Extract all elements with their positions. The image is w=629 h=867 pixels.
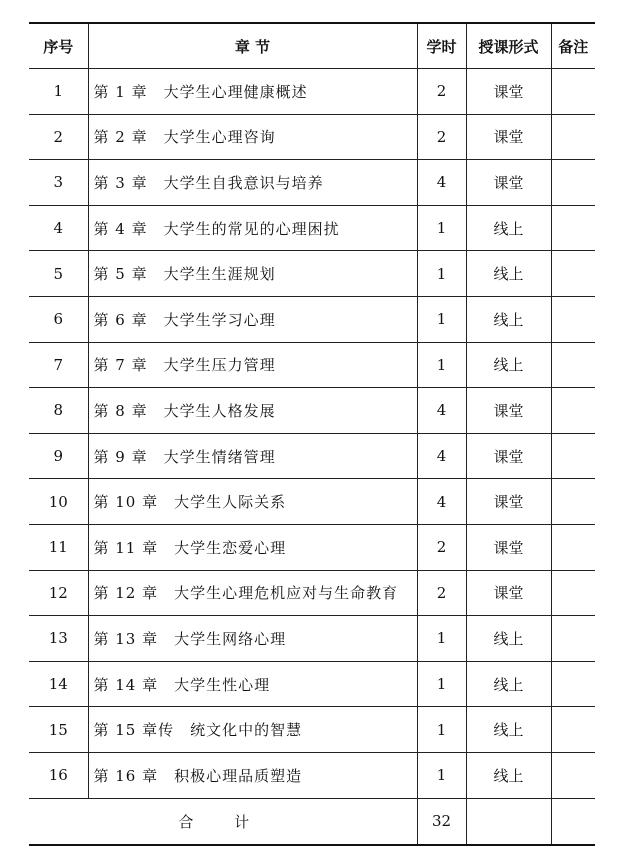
chapter-cell: 第 8 章 大学生人格发展 — [88, 388, 417, 434]
table-row — [29, 296, 595, 342]
table-row — [29, 69, 595, 115]
format-cell: 线上 — [466, 661, 551, 707]
note-cell — [551, 661, 595, 707]
table-row — [29, 661, 595, 707]
table-row — [29, 388, 595, 434]
note-cell — [551, 114, 595, 160]
note-cell — [551, 342, 595, 388]
chapter-cell: 第 10 章 大学生人际关系 — [88, 479, 417, 525]
note-cell — [551, 524, 595, 570]
note-cell — [551, 752, 595, 798]
header-note: 备注 — [551, 23, 595, 69]
table-body — [29, 69, 595, 799]
hours-cell: 1 — [417, 616, 466, 662]
total-note — [551, 798, 595, 845]
hours-cell: 4 — [417, 479, 466, 525]
table-row — [29, 524, 595, 570]
hours-cell: 2 — [417, 69, 466, 115]
note-cell — [551, 388, 595, 434]
total-hours: 32 — [417, 798, 466, 845]
table-row — [29, 570, 595, 616]
chapter-cell: 第 16 章 积极心理品质塑造 — [88, 752, 417, 798]
hours-cell: 1 — [417, 342, 466, 388]
row-number-cell: 7 — [29, 342, 88, 388]
format-cell: 课堂 — [466, 114, 551, 160]
hours-cell: 2 — [417, 114, 466, 160]
format-cell: 课堂 — [466, 388, 551, 434]
format-cell: 线上 — [466, 616, 551, 662]
hours-cell: 2 — [417, 570, 466, 616]
table-header-row — [29, 23, 595, 69]
row-number-cell: 14 — [29, 661, 88, 707]
note-cell — [551, 160, 595, 206]
row-number-cell: 8 — [29, 388, 88, 434]
note-cell — [551, 205, 595, 251]
row-number-cell: 4 — [29, 205, 88, 251]
note-cell — [551, 570, 595, 616]
row-number-cell: 11 — [29, 524, 88, 570]
chapter-cell: 第 1 章 大学生心理健康概述 — [88, 69, 417, 115]
total-label: 合 计 — [29, 798, 417, 845]
table-row — [29, 205, 595, 251]
chapter-cell: 第 7 章 大学生压力管理 — [88, 342, 417, 388]
format-cell: 课堂 — [466, 433, 551, 479]
chapter-cell: 第 15 章传 统文化中的智慧 — [88, 707, 417, 753]
row-number-cell: 10 — [29, 479, 88, 525]
row-number-cell: 1 — [29, 69, 88, 115]
row-number-cell: 6 — [29, 296, 88, 342]
note-cell — [551, 251, 595, 297]
row-number-cell: 13 — [29, 616, 88, 662]
row-number-cell: 9 — [29, 433, 88, 479]
chapter-cell: 第 6 章 大学生学习心理 — [88, 296, 417, 342]
header-format: 授课形式 — [466, 23, 551, 69]
table-row — [29, 752, 595, 798]
hours-cell: 1 — [417, 752, 466, 798]
format-cell: 线上 — [466, 342, 551, 388]
hours-cell: 4 — [417, 388, 466, 434]
total-format — [466, 798, 551, 845]
table-row — [29, 160, 595, 206]
row-number-cell: 15 — [29, 707, 88, 753]
header-hours: 学时 — [417, 23, 466, 69]
format-cell: 线上 — [466, 707, 551, 753]
format-cell: 课堂 — [466, 570, 551, 616]
format-cell: 线上 — [466, 251, 551, 297]
row-number-cell: 5 — [29, 251, 88, 297]
chapter-cell: 第 14 章 大学生性心理 — [88, 661, 417, 707]
format-cell: 课堂 — [466, 479, 551, 525]
note-cell — [551, 296, 595, 342]
note-cell — [551, 479, 595, 525]
row-number-cell: 12 — [29, 570, 88, 616]
note-cell — [551, 616, 595, 662]
table-row — [29, 479, 595, 525]
hours-cell: 1 — [417, 251, 466, 297]
chapter-cell: 第 3 章 大学生自我意识与培养 — [88, 160, 417, 206]
note-cell — [551, 69, 595, 115]
table-row — [29, 251, 595, 297]
row-number-cell: 3 — [29, 160, 88, 206]
chapter-cell: 第 13 章 大学生网络心理 — [88, 616, 417, 662]
hours-cell: 1 — [417, 661, 466, 707]
hours-cell: 1 — [417, 205, 466, 251]
format-cell: 课堂 — [466, 160, 551, 206]
chapter-cell: 第 2 章 大学生心理咨询 — [88, 114, 417, 160]
table-row — [29, 114, 595, 160]
table-row — [29, 433, 595, 479]
format-cell: 线上 — [466, 296, 551, 342]
chapter-cell: 第 4 章 大学生的常见的心理困扰 — [88, 205, 417, 251]
format-cell: 线上 — [466, 205, 551, 251]
chapter-cell: 第 12 章 大学生心理危机应对与生命教育 — [88, 570, 417, 616]
hours-cell: 2 — [417, 524, 466, 570]
course-schedule-table — [29, 22, 595, 846]
note-cell — [551, 433, 595, 479]
table-row — [29, 342, 595, 388]
chapter-cell: 第 11 章 大学生恋爱心理 — [88, 524, 417, 570]
hours-cell: 4 — [417, 160, 466, 206]
table-row — [29, 616, 595, 662]
hours-cell: 4 — [417, 433, 466, 479]
chapter-cell: 第 5 章 大学生生涯规划 — [88, 251, 417, 297]
hours-cell: 1 — [417, 296, 466, 342]
format-cell: 课堂 — [466, 69, 551, 115]
total-row — [29, 798, 595, 845]
chapter-cell: 第 9 章 大学生情绪管理 — [88, 433, 417, 479]
hours-cell: 1 — [417, 707, 466, 753]
table-row — [29, 707, 595, 753]
header-no: 序号 — [29, 23, 88, 69]
note-cell — [551, 707, 595, 753]
row-number-cell: 2 — [29, 114, 88, 160]
format-cell: 线上 — [466, 752, 551, 798]
format-cell: 课堂 — [466, 524, 551, 570]
header-chapter: 章 节 — [88, 23, 417, 69]
row-number-cell: 16 — [29, 752, 88, 798]
